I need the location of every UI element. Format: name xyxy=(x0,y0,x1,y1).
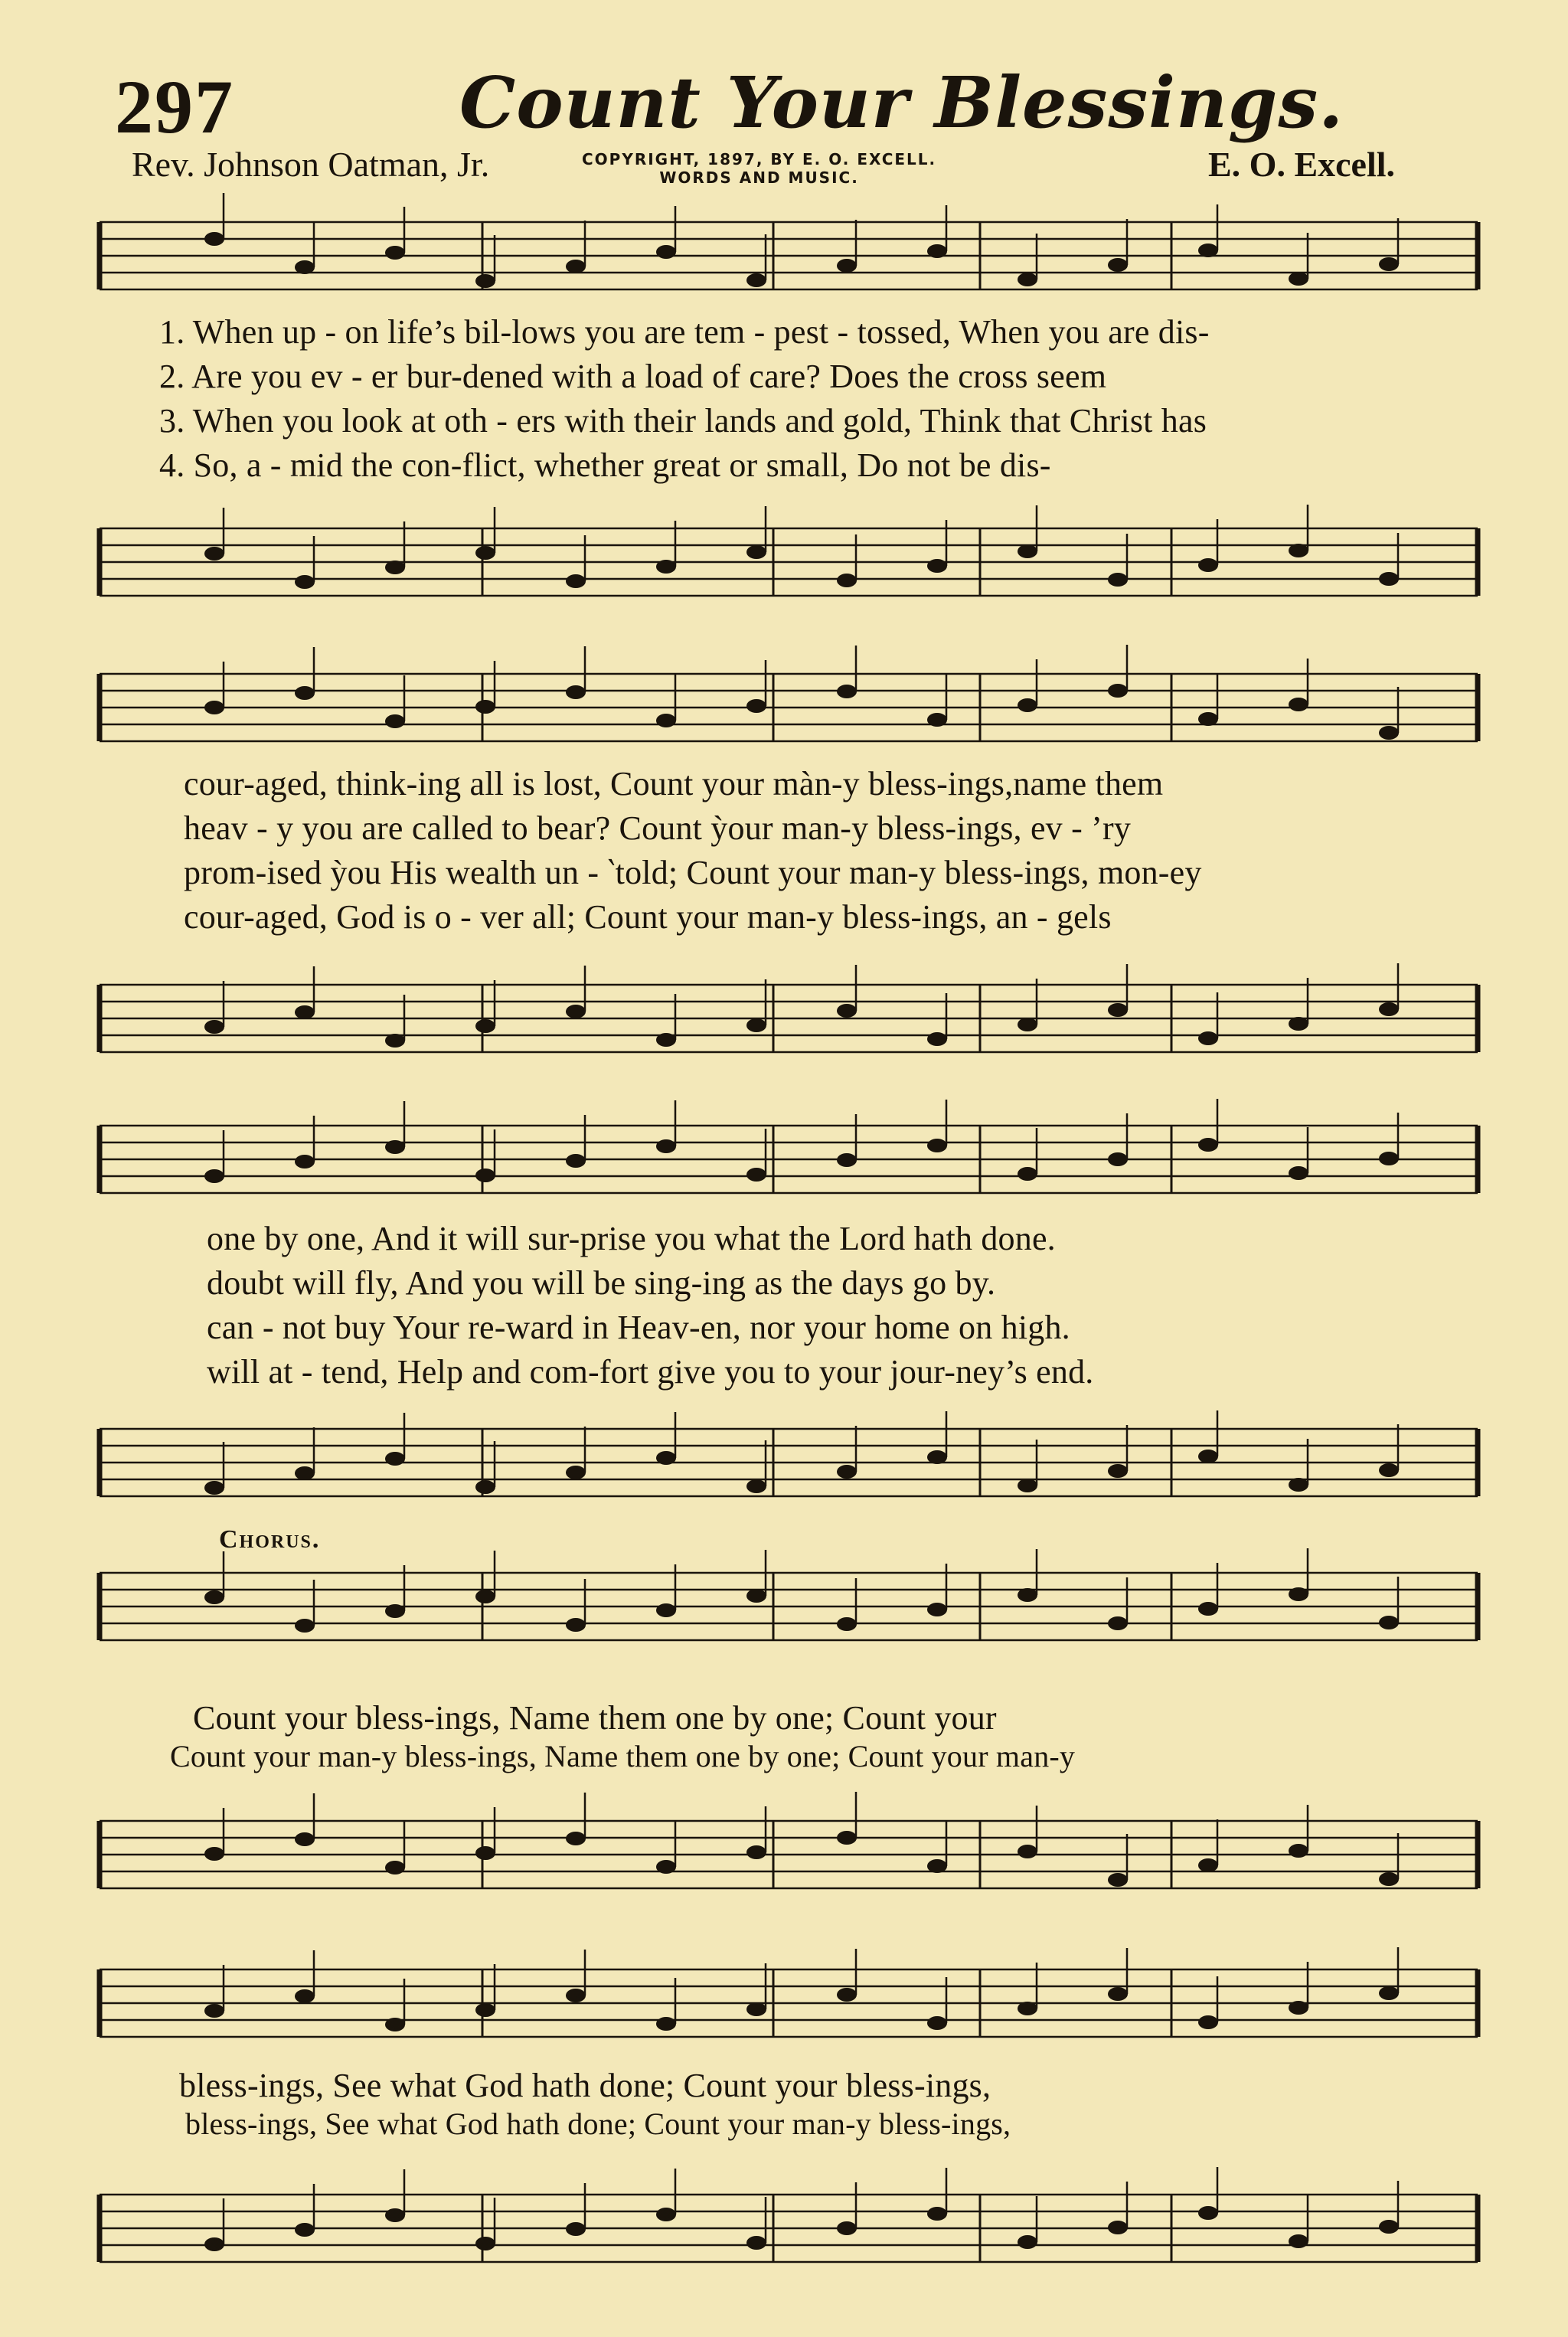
copyright-notice xyxy=(582,150,936,187)
copyright-line-1: COPYRIGHT, 1897, BY E. O. EXCELL. xyxy=(582,150,937,168)
note-head xyxy=(927,2207,947,2221)
note-head xyxy=(475,1480,495,1494)
note-head xyxy=(1198,1450,1218,1463)
note-head xyxy=(1018,1479,1037,1492)
note-head xyxy=(1108,684,1128,698)
note-head xyxy=(837,1617,857,1631)
note-head xyxy=(475,274,495,288)
note-head xyxy=(1379,1872,1399,1886)
note-head xyxy=(475,1019,495,1033)
note-head xyxy=(837,1465,857,1479)
note-head xyxy=(385,1861,405,1875)
note-head xyxy=(656,2208,676,2221)
note-head xyxy=(295,1989,315,2003)
note-head xyxy=(1108,1987,1128,2001)
note-head xyxy=(566,574,586,588)
note-head xyxy=(204,2237,224,2251)
chorus-label: Chorus. xyxy=(219,1525,321,1554)
system-2-verse-4: cour-aged, God is o - ver all; Count your man-y bless-ings, an - gels xyxy=(184,898,1112,936)
note-head xyxy=(204,1847,224,1861)
system-1-verse-3: 3. When you look at oth - ers with their lands and gold, Think that Christ has xyxy=(159,402,1207,440)
note-head xyxy=(656,1603,676,1617)
note-head xyxy=(656,245,676,259)
note-head xyxy=(1108,1152,1128,1166)
note-head xyxy=(295,575,315,589)
note-head xyxy=(566,260,586,273)
note-head xyxy=(837,2221,857,2235)
note-head xyxy=(1289,1587,1308,1601)
system-3-verse-4: will at - tend, Help and com-fort give you to your jour-ney’s end. xyxy=(207,1353,1094,1391)
bass-staff-final xyxy=(100,2187,1478,2271)
note-head xyxy=(566,1005,586,1018)
note-head xyxy=(475,1590,495,1603)
note-head xyxy=(1108,1003,1128,1017)
note-head xyxy=(1018,273,1037,286)
note-head xyxy=(837,259,857,273)
system-1-verse-1: 1. When up - on life’s bil-lows you are tem - pest - tossed, When you are dis- xyxy=(159,313,1210,351)
note-head xyxy=(295,1619,315,1633)
note-head xyxy=(1198,1031,1218,1045)
bass-staff-system-3 xyxy=(100,1421,1478,1505)
system-3-verse-2: doubt will fly, And you will be sing-ing as the days go by. xyxy=(207,1264,996,1302)
note-head xyxy=(566,2222,586,2236)
note-head xyxy=(566,1154,586,1168)
note-head xyxy=(1018,2235,1037,2249)
note-head xyxy=(1108,258,1128,272)
note-head xyxy=(1198,1602,1218,1616)
system-1-verse-4: 4. So, a - mid the con-flict, whether great or small, Do not be dis- xyxy=(159,446,1051,484)
note-head xyxy=(385,246,405,260)
system-3-verse-3: can - not buy Your re-ward in Heav-en, nor your home on high. xyxy=(207,1309,1070,1346)
note-head xyxy=(1289,1478,1308,1492)
treble-staff-system-3 xyxy=(100,1118,1478,1202)
note-head xyxy=(1108,1616,1128,1630)
note-head xyxy=(656,1451,676,1465)
note-head xyxy=(1018,544,1037,558)
chorus-lyrics-echo: Count your man-y bless-ings, Name them one by one; Count your man-y xyxy=(170,1739,1076,1773)
author-credit: Rev. Johnson Oatman, Jr. xyxy=(132,145,490,184)
note-head xyxy=(746,1018,766,1032)
note-head xyxy=(204,701,224,714)
note-head xyxy=(385,714,405,728)
note-head xyxy=(1379,726,1399,740)
note-head xyxy=(927,1139,947,1152)
bass-staff-chorus xyxy=(100,1813,1478,1897)
final-lyrics-main: bless-ings, See what God hath done; Count your bless-ings, xyxy=(179,2067,991,2104)
system-2-verse-3: prom-ised ỳou His wealth un - ‵told; Count your man-y bless-ings, mon-ey xyxy=(184,854,1202,891)
chorus-lyrics-main: Count your bless-ings, Name them one by one; Count your xyxy=(193,1699,997,1737)
note-head xyxy=(656,1033,676,1047)
note-head xyxy=(475,1168,495,1182)
note-head xyxy=(295,1005,315,1019)
note-head xyxy=(746,545,766,559)
note-head xyxy=(927,244,947,258)
note-head xyxy=(927,1450,947,1464)
note-head xyxy=(1379,257,1399,271)
note-head xyxy=(475,2003,495,2017)
note-head xyxy=(1018,698,1037,712)
note-head xyxy=(746,2236,766,2250)
note-head xyxy=(1018,2002,1037,2015)
note-head xyxy=(1198,2206,1218,2220)
treble-staff-system-2 xyxy=(100,666,1478,750)
note-head xyxy=(1198,712,1218,726)
note-head xyxy=(204,1590,224,1604)
note-head xyxy=(1108,1464,1128,1478)
note-head xyxy=(746,1479,766,1493)
note-head xyxy=(1108,1873,1128,1887)
note-head xyxy=(385,2018,405,2031)
note-head xyxy=(927,713,947,727)
note-head xyxy=(295,1466,315,1480)
note-head xyxy=(837,1831,857,1845)
note-head xyxy=(385,2208,405,2222)
note-head xyxy=(1379,2220,1399,2234)
note-head xyxy=(385,1452,405,1466)
note-head xyxy=(1379,1152,1399,1165)
note-head xyxy=(1379,1616,1399,1629)
note-head xyxy=(1018,1167,1037,1181)
treble-staff-chorus xyxy=(100,1565,1478,1649)
treble-staff-final xyxy=(100,1962,1478,2046)
note-head xyxy=(1108,2221,1128,2234)
note-head xyxy=(1018,1845,1037,1858)
bass-staff-system-2 xyxy=(100,977,1478,1061)
note-head xyxy=(295,686,315,700)
note-head xyxy=(656,1139,676,1153)
note-head xyxy=(1018,1018,1037,1031)
note-head xyxy=(1289,2234,1308,2248)
note-head xyxy=(204,2004,224,2018)
note-head xyxy=(204,232,224,246)
note-head xyxy=(927,1032,947,1046)
note-head xyxy=(927,559,947,573)
composer-credit: E. O. Excell. xyxy=(1208,145,1396,184)
note-head xyxy=(1198,1858,1218,1872)
note-head xyxy=(295,1155,315,1168)
note-head xyxy=(1379,1986,1399,2000)
treble-staff-system-1 xyxy=(100,214,1478,299)
system-1-verse-2: 2. Are you ev - er bur-dened with a load of care? Does the cross seem xyxy=(159,358,1107,395)
note-head xyxy=(385,1034,405,1048)
note-head xyxy=(927,2016,947,2030)
note-head xyxy=(1289,2001,1308,2015)
note-head xyxy=(1108,573,1128,587)
note-head xyxy=(837,1004,857,1018)
note-head xyxy=(1018,1588,1037,1602)
note-head xyxy=(204,1169,224,1183)
system-2-verse-1: cour-aged, think-ing all is lost, Count your màn-y bless-ings,name them xyxy=(184,765,1164,802)
note-head xyxy=(746,273,766,287)
note-head xyxy=(927,1859,947,1873)
note-head xyxy=(204,1020,224,1034)
hymn-title: Count Your Blessings. xyxy=(459,61,1344,144)
bass-staff-system-1 xyxy=(100,521,1478,605)
note-head xyxy=(1289,698,1308,711)
note-head xyxy=(837,685,857,698)
note-head xyxy=(204,1481,224,1495)
note-head xyxy=(1198,2015,1218,2029)
note-head xyxy=(566,1618,586,1632)
note-head xyxy=(385,1140,405,1154)
note-head xyxy=(566,1989,586,2002)
note-head xyxy=(385,561,405,574)
note-head xyxy=(837,574,857,587)
note-head xyxy=(1289,272,1308,286)
note-head xyxy=(295,1832,315,1846)
note-head xyxy=(746,2002,766,2016)
note-head xyxy=(1198,1138,1218,1152)
note-head xyxy=(1289,544,1308,557)
note-head xyxy=(656,560,676,574)
note-head xyxy=(385,1604,405,1618)
note-head xyxy=(1198,244,1218,257)
note-head xyxy=(746,699,766,713)
note-head xyxy=(204,547,224,561)
note-head xyxy=(475,1846,495,1860)
note-head xyxy=(656,1860,676,1874)
note-head xyxy=(1289,1017,1308,1031)
note-head xyxy=(746,1168,766,1182)
note-head xyxy=(475,546,495,560)
note-head xyxy=(566,1466,586,1479)
note-head xyxy=(566,685,586,699)
note-head xyxy=(837,1988,857,2002)
system-3-verse-1: one by one, And it will sur-prise you what the Lord hath done. xyxy=(207,1220,1056,1257)
system-2-verse-2: heav - y you are called to bear? Count ỳour man-y bless-ings, ev - ’ry xyxy=(184,809,1132,847)
note-head xyxy=(656,2017,676,2031)
note-head xyxy=(837,1153,857,1167)
note-head xyxy=(746,1589,766,1603)
note-head xyxy=(475,2237,495,2250)
note-head xyxy=(1379,1002,1399,1016)
note-head xyxy=(475,700,495,714)
note-head xyxy=(295,2223,315,2237)
note-head xyxy=(1289,1166,1308,1180)
note-head xyxy=(1379,572,1399,586)
hymn-number: 297 xyxy=(115,64,234,149)
note-head xyxy=(656,714,676,727)
note-head xyxy=(927,1603,947,1616)
copyright-line-2: WORDS AND MUSIC. xyxy=(659,168,859,187)
note-head xyxy=(1289,1844,1308,1858)
final-lyrics-echo: bless-ings, See what God hath done; Count your man-y bless-ings, xyxy=(185,2107,1011,2141)
note-head xyxy=(295,260,315,274)
note-head xyxy=(1198,558,1218,572)
note-head xyxy=(746,1845,766,1859)
note-head xyxy=(566,1832,586,1845)
note-head xyxy=(1379,1463,1399,1477)
